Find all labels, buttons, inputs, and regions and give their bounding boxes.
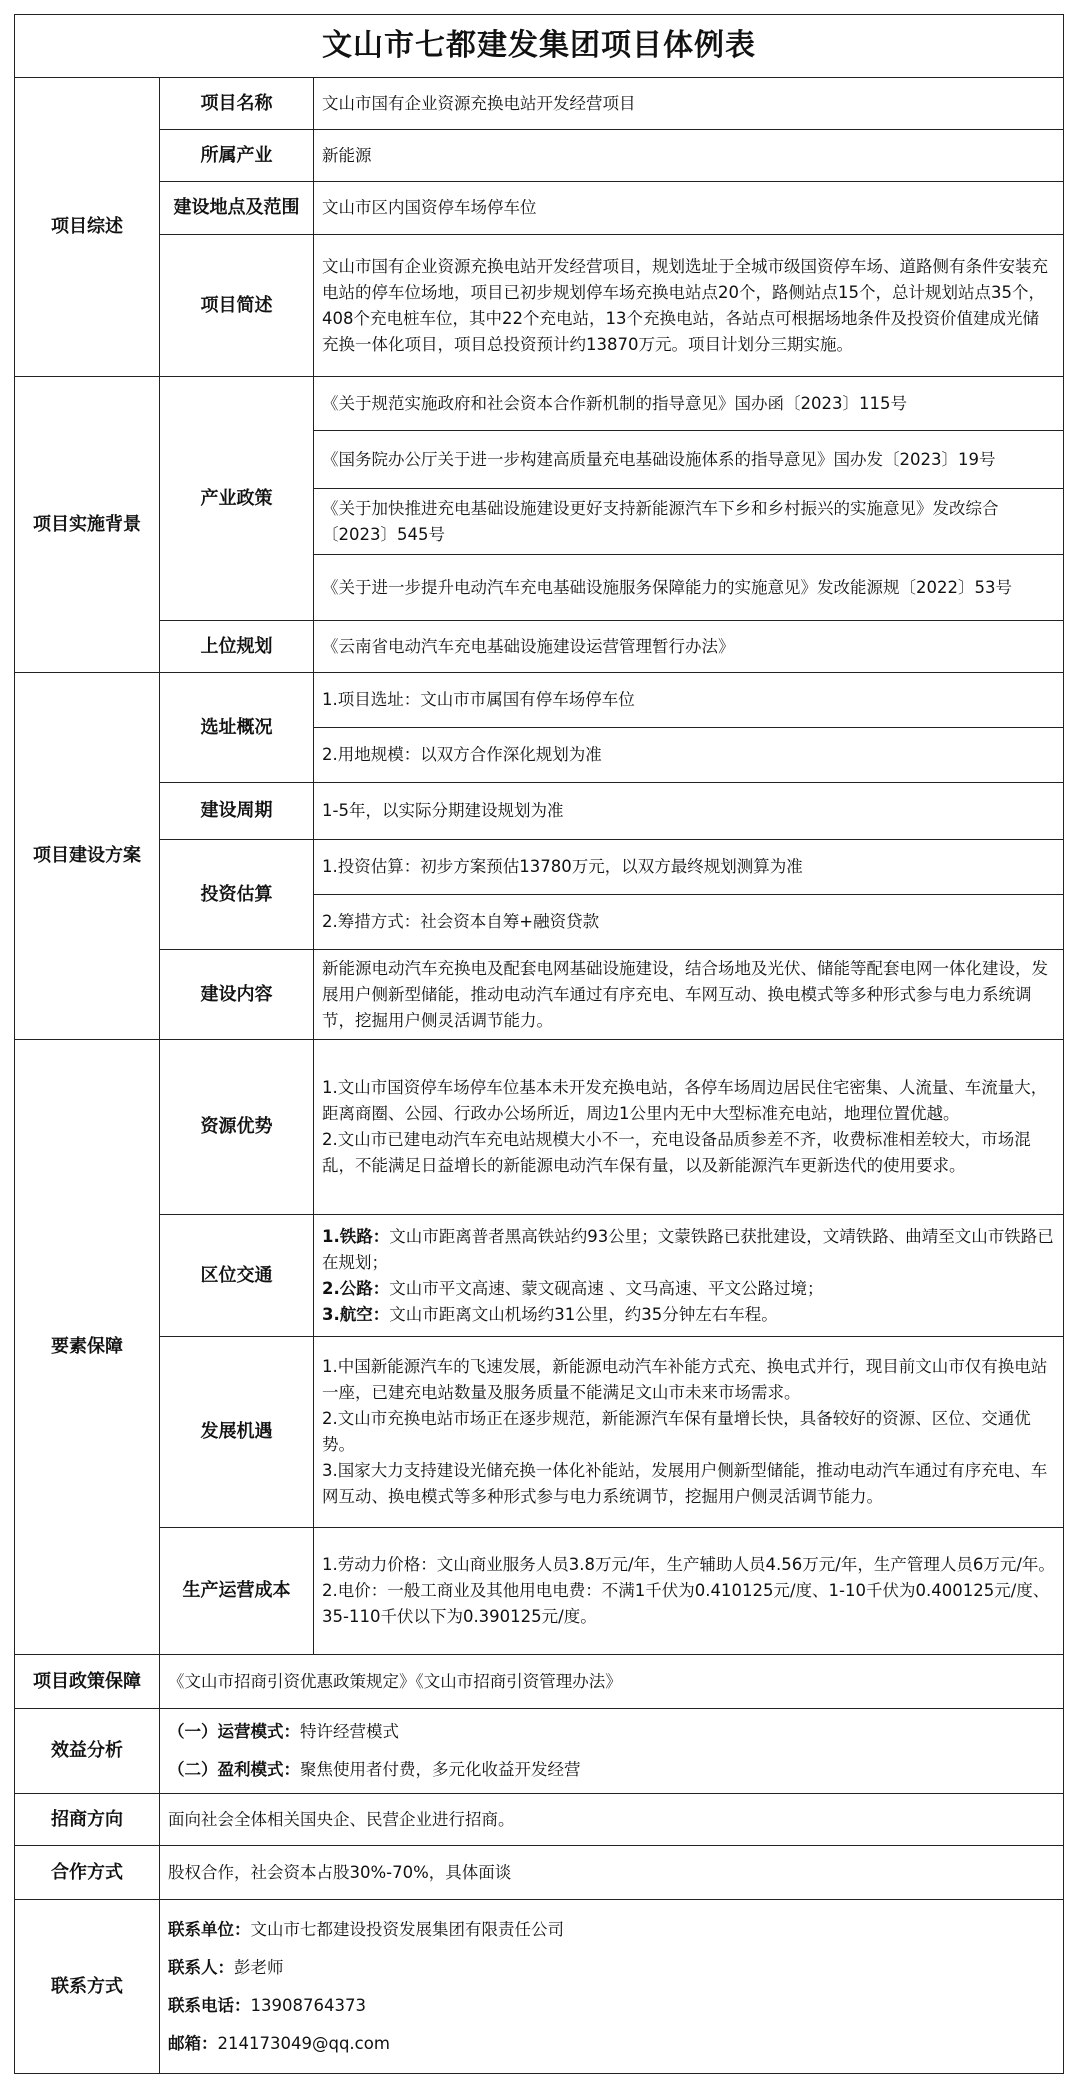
- brief-value: 文山市国有企业资源充换电站开发经营项目，规划选址于全城市级国资停车场、道路侧有条件安装充电站的停车位场地，项目已初步规划停车场充换电站点20个，路侧站点15个，总计规划站点35个，408个充电桩车位，其中22个充电站，13个充换电站，各站点可根据场地条件及投资价值建成光储充换一体化项目，项目总投资预计约13870万元。项目计划分三期实施。: [314, 235, 1064, 377]
- policy-item: 《关于加快推进充电基础设施建设更好支持新能源汽车下乡和乡村振兴的实施意见》发改综合〔2023〕545号: [314, 489, 1064, 555]
- operation-mode: （一）运营模式：特许经营模式: [168, 1722, 399, 1741]
- traffic-label: 区位交通: [160, 1215, 314, 1337]
- traffic-air: 3.航空：文山市距离文山机场约31公里，约35分钟左右车程。: [322, 1304, 778, 1324]
- opportunity-item: 3.国家大力支持建设光储充换一体化补能站，发展用户侧新型储能，推动电动汽车通过有序充电、车网互动、换电模式等多种形式参与电力系统调节，挖掘用户侧灵活调节能力。: [322, 1461, 1048, 1506]
- section-factors: 要素保障: [15, 1040, 160, 1655]
- table-title: 文山市七都建发集团项目体例表: [15, 15, 1064, 78]
- cost-item: 1.劳动力价格：文山商业服务人员3.8万元/年，生产辅助人员4.56万元/年，生产管理人员6万元/年。: [322, 1555, 1055, 1574]
- content-label: 建设内容: [160, 950, 314, 1040]
- contact-person: 联系人：彭老师: [168, 1957, 284, 1977]
- section-background: 项目实施背景: [15, 377, 160, 673]
- policy-item: 《国务院办公厅关于进一步构建高质量充电基础设施体系的指导意见》国办发〔2023〕19号: [314, 431, 1064, 489]
- resource-label: 资源优势: [160, 1040, 314, 1215]
- project-name-value: 文山市国有企业资源充换电站开发经营项目: [314, 78, 1064, 130]
- period-label: 建设周期: [160, 783, 314, 840]
- profit-mode: （二）盈利模式：聚焦使用者付费，多元化收益开发经营: [168, 1760, 581, 1779]
- policy-item: 《关于规范实施政府和社会资本合作新机制的指导意见》国办函〔2023〕115号: [314, 377, 1064, 431]
- project-table-sheet: [14, 14, 1063, 2074]
- site-item: 2.用地规模：以双方合作深化规划为准: [314, 728, 1064, 783]
- brief-label: 项目简述: [160, 235, 314, 377]
- invest-item: 2.筹措方式：社会资本自筹+融资贷款: [314, 895, 1064, 950]
- invite-label: 招商方向: [15, 1794, 160, 1846]
- policy-label: 产业政策: [160, 377, 314, 621]
- contact-email: 邮箱：214173049@qq.com: [168, 2033, 390, 2053]
- coop-value: 股权合作，社会资本占股30%-70%，具体面谈: [160, 1846, 1064, 1900]
- policy-guarantee-label: 项目政策保障: [15, 1655, 160, 1709]
- project-name-label: 项目名称: [160, 78, 314, 130]
- invest-label: 投资估算: [160, 840, 314, 950]
- location-label: 建设地点及范围: [160, 182, 314, 235]
- cost-item: 2.电价：一般工商业及其他用电电费：不满1千伏为0.410125元/度、1-10千伏为0.400125元/度、35-110千伏以下为0.390125元/度。: [322, 1581, 1050, 1626]
- traffic-value: [314, 1215, 1064, 1337]
- policy-item: 《关于进一步提升电动汽车充电基础设施服务保障能力的实施意见》发改能源规〔2022〕53号: [314, 555, 1064, 621]
- contact-unit: 联系单位：文山市七都建设投资发展集团有限责任公司: [168, 1919, 564, 1939]
- resource-value: [314, 1040, 1064, 1215]
- traffic-road: 2.公路：文山市平文高速、蒙文砚高速 、文马高速、平文公路过境；: [322, 1278, 824, 1298]
- invest-item: 1.投资估算：初步方案预估13780万元，以双方最终规划测算为准: [314, 840, 1064, 895]
- resource-item: 1.文山市国资停车场停车位基本未开发充换电站，各停车场周边居民住宅密集、人流量、车流量大，距离商圈、公园、行政办公场所近，周边1公里内无中大型标准充电站，地理位置优越。: [322, 1078, 1048, 1123]
- superior-plan-label: 上位规划: [160, 621, 314, 673]
- contact-label: 联系方式: [15, 1900, 160, 2074]
- invite-value: 面向社会全体相关国央企、民营企业进行招商。: [160, 1794, 1064, 1846]
- traffic-rail: 1.铁路：文山市距离普者黑高铁站约93公里；文蒙铁路已获批建设，文靖铁路、曲靖至文山市铁路已在规划；: [322, 1226, 1054, 1272]
- site-label: 选址概况: [160, 673, 314, 783]
- project-table: [14, 14, 1064, 2074]
- policy-guarantee-value: 《文山市招商引资优惠政策规定》《文山市招商引资管理办法》: [160, 1655, 1064, 1709]
- contact-phone: 联系电话：13908764373: [168, 1995, 366, 2015]
- opportunity-item: 2.文山市充换电站市场正在逐步规范，新能源汽车保有量增长快，具备较好的资源、区位、交通优势。: [322, 1409, 1031, 1454]
- opportunity-value: [314, 1337, 1064, 1528]
- opportunity-item: 1.中国新能源汽车的飞速发展，新能源电动汽车补能方式充、换电式并行，现目前文山市仅有换电站一座，已建充电站数量及服务质量不能满足文山市未来市场需求。: [322, 1357, 1048, 1402]
- resource-item: 2.文山市已建电动汽车充电站规模大小不一，充电设备品质参差不齐，收费标准相差较大，市场混乱，不能满足日益增长的新能源电动汽车保有量，以及新能源汽车更新迭代的使用要求。: [322, 1130, 1031, 1175]
- content-value: 新能源电动汽车充换电及配套电网基础设施建设，结合场地及光伏、储能等配套电网一体化建设，发展用户侧新型储能，推动电动汽车通过有序充电、车网互动、换电模式等多种形式参与电力系统调节，挖掘用户侧灵活调节能力。: [314, 950, 1064, 1040]
- industry-label: 所属产业: [160, 130, 314, 182]
- benefit-label: 效益分析: [15, 1709, 160, 1794]
- period-value: 1-5年，以实际分期建设规划为准: [314, 783, 1064, 840]
- cost-value: [314, 1528, 1064, 1655]
- location-value: 文山市区内国资停车场停车位: [314, 182, 1064, 235]
- site-item: 1.项目选址：文山市市属国有停车场停车位: [314, 673, 1064, 728]
- section-construction: 项目建设方案: [15, 673, 160, 1040]
- superior-plan-value: 《云南省电动汽车充电基础设施建设运营管理暂行办法》: [314, 621, 1064, 673]
- cost-label: 生产运营成本: [160, 1528, 314, 1655]
- opportunity-label: 发展机遇: [160, 1337, 314, 1528]
- coop-label: 合作方式: [15, 1846, 160, 1900]
- industry-value: 新能源: [314, 130, 1064, 182]
- contact-value: [160, 1900, 1064, 2074]
- section-overview: 项目综述: [15, 78, 160, 377]
- benefit-value: [160, 1709, 1064, 1794]
